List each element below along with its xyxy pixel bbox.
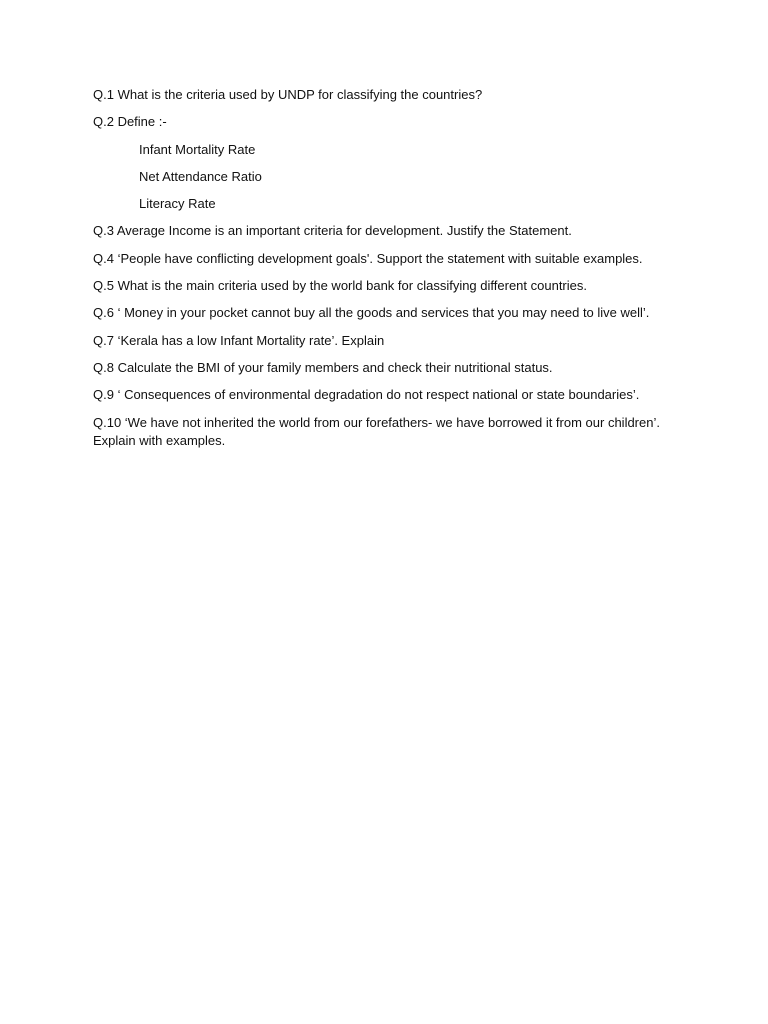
question-8: Q.8 Calculate the BMI of your family members and check their nutritional status.	[93, 359, 553, 375]
question-6: Q.6 ‘ Money in your pocket cannot buy all the goods and services that you may need to live well’.	[93, 305, 650, 321]
question-1: Q.1 What is the criteria used by UNDP for classifying the countries?	[93, 87, 483, 102]
question-7: Q.7 ‘Kerala has a low Infant Mortality rate’. Explain	[93, 332, 385, 348]
question-list	[93, 86, 673, 459]
define-term-infant-mortality-rate: Infant Mortality Rate	[139, 141, 256, 157]
define-term-net-attendance-ratio: Net Attendance Ratio	[139, 168, 262, 184]
question-2: Q.2 Define :-	[93, 114, 167, 130]
question-10: Q.10 ‘We have not inherited the world from our forefathers- we have borrowed it from our children’. Explain with examples.	[93, 414, 660, 448]
question-3: Q.3 Average Income is an important criteria for development. Justify the Statement.	[93, 223, 572, 239]
question-9: Q.9 ‘ Consequences of environmental degradation do not respect national or state boundaries’.	[93, 387, 640, 403]
question-5: Q.5 What is the main criteria used by the world bank for classifying different countries.	[93, 278, 587, 294]
define-term-literacy-rate: Literacy Rate	[139, 196, 216, 212]
question-4: Q.4 ‘People have conflicting development goals'. Support the statement with suitable examples.	[93, 250, 643, 266]
